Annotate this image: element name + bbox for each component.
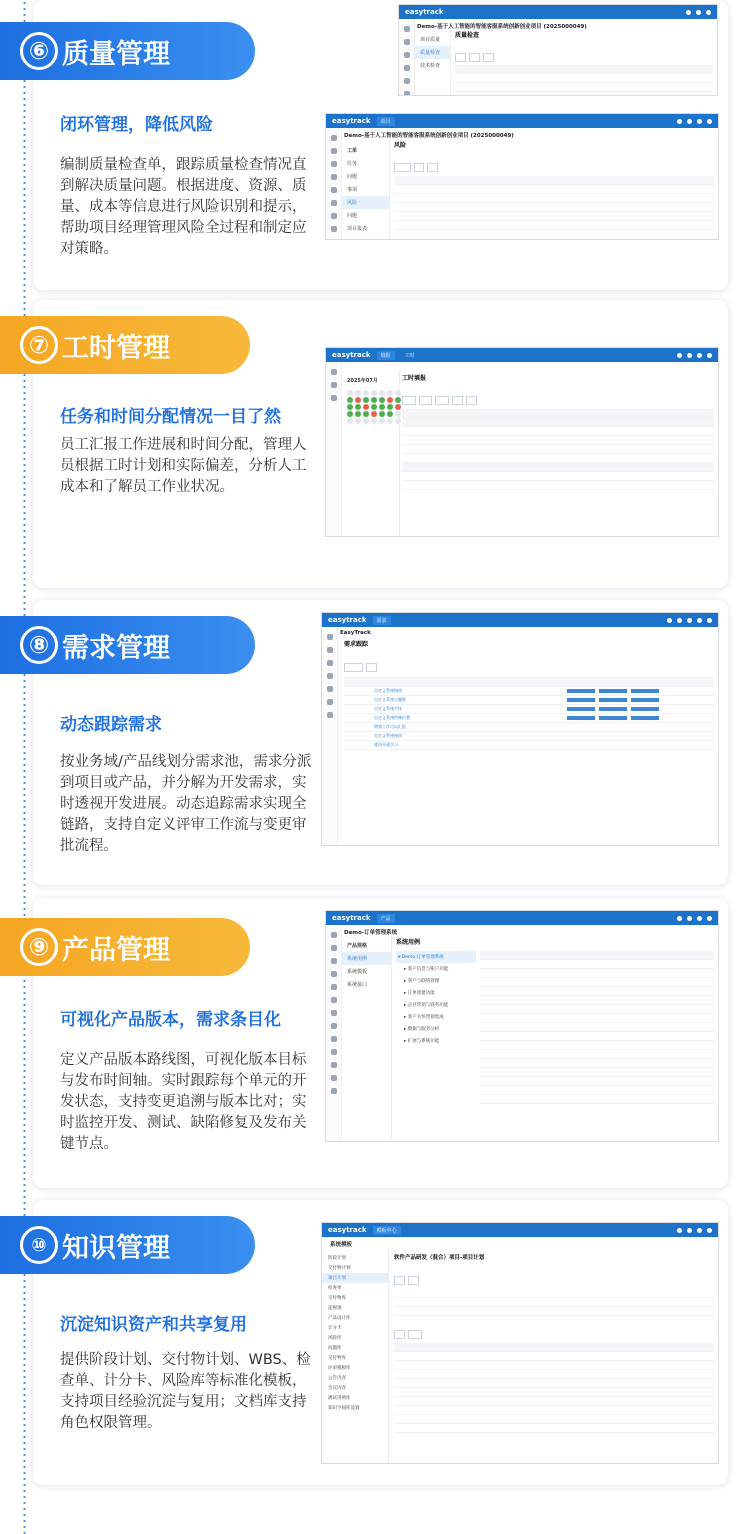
app-logo: easytrack (405, 8, 444, 16)
requirement-name[interactable]: 增强工作可以汇报 (374, 724, 406, 729)
app-logo: easytrack (328, 1226, 367, 1234)
requirement-name[interactable]: 自定义系统字体 (374, 706, 402, 711)
nav-tab[interactable]: 产品 (377, 914, 395, 923)
calendar-day[interactable] (379, 418, 385, 424)
progress-bar (567, 707, 595, 711)
sidebar-item[interactable]: 问题库 (328, 1346, 342, 1351)
table-row[interactable] (344, 705, 714, 714)
sidebar-item[interactable]: 项目计划 (322, 1273, 388, 1283)
calendar-day[interactable] (379, 404, 385, 410)
calendar-day[interactable] (347, 418, 353, 424)
sidebar-item[interactable]: 交付物计划 (328, 1266, 351, 1271)
calendar-day[interactable] (363, 404, 369, 410)
section-number: ⑩ (20, 1226, 58, 1264)
progress-bar (631, 707, 659, 711)
tree-node[interactable]: ▸ 数据与服务分析 (404, 1027, 440, 1032)
section-title: 工时管理 (62, 332, 170, 364)
progress-bar (631, 689, 659, 693)
side-nav (399, 19, 415, 95)
calendar-day[interactable] (387, 390, 393, 396)
calendar-day[interactable] (347, 404, 353, 410)
breadcrumb: Demo-基于人工智能的智能客服系统创新创业项目 (2025000049) (417, 24, 587, 30)
calendar-day[interactable] (395, 404, 401, 410)
breadcrumb: Demo-基于人工智能的智能客服系统创新创业项目 (2025000049) (344, 133, 514, 139)
screenshot-requirements (321, 612, 719, 846)
section-title-quality (0, 22, 255, 80)
nav-tab[interactable]: 需求 (373, 616, 391, 625)
breadcrumb: EasyTrack (340, 630, 371, 636)
requirement-name[interactable]: 自定义系统指南 (374, 733, 402, 738)
table-row[interactable] (344, 723, 714, 732)
sub-nav: 产品规格 系统用例 系统模板 系统接口 (341, 935, 392, 1141)
section-subtitle: 任务和时间分配情况一目了然 (60, 407, 281, 427)
requirement-name[interactable]: 自定义系统指南 (374, 688, 402, 693)
calendar-day[interactable] (355, 390, 361, 396)
calendar-day[interactable] (355, 411, 361, 417)
sidebar-item[interactable]: 公告内容 (328, 1376, 346, 1381)
breadcrumb: 系统模板 (330, 1242, 353, 1248)
screenshot-knowledge (321, 1222, 719, 1464)
main-area: 软件产品研发（混合）项目-项目计划 (394, 1245, 714, 1459)
nav-tab[interactable]: 模板中心 (373, 1226, 401, 1235)
main-area: 风险 (394, 136, 714, 235)
section-title: 质量管理 (62, 38, 170, 70)
tree-node[interactable]: ▾ Demo-订单管理系统 (396, 951, 476, 963)
sidebar-item[interactable]: 交付物库 (328, 1356, 346, 1361)
progress-bar (631, 716, 659, 720)
progress-bar (599, 716, 627, 720)
section-title: 知识管理 (62, 1232, 170, 1264)
tree-node[interactable]: ▸ 客户关怀营销集成 (404, 1015, 444, 1020)
section-subtitle: 闭环管理，降低风险 (60, 115, 213, 135)
app-logo: easytrack (332, 351, 371, 359)
sidebar-item[interactable]: 评审模板库 (328, 1366, 351, 1371)
sidebar-item[interactable]: 检查单 (328, 1286, 342, 1291)
table-row[interactable] (344, 687, 714, 696)
calendar-day[interactable] (387, 397, 393, 403)
calendar-day[interactable] (379, 390, 385, 396)
main-area: 工时填报 (402, 370, 714, 532)
tree-node[interactable]: ▸ 扩展与系统功能 (404, 1039, 440, 1044)
tree-node[interactable]: ▸ 订单创建功能 (404, 991, 435, 996)
tree-node[interactable]: ▸ 企业营销与商务功能 (404, 1003, 449, 1008)
breadcrumb: Demo-订单管理系统 (344, 930, 398, 936)
requirement-name[interactable]: 自定义系统特殊位置 (374, 715, 410, 720)
main-area: 系统用例 ▾ Demo-订单管理系统 ▸ 客户信息与账户功能 ▸ 客户与联络管理 ▸ 订单创建功能 ▸ 企业营销与商务功能 ▸ 客户关怀营销集成 ▸ 数据与服务分析 ▸ 扩展与系统功能 (396, 933, 714, 1137)
calendar-day[interactable] (347, 390, 353, 396)
sidebar-item[interactable]: 计分卡 (328, 1326, 342, 1331)
section-number: ⑦ (20, 326, 58, 364)
tree-node[interactable]: ▸ 客户信息与账户功能 (404, 967, 449, 972)
nav-tab[interactable]: 项目 (377, 117, 395, 126)
calendar-day[interactable] (371, 411, 377, 417)
table-row[interactable] (344, 696, 714, 705)
nav-tab[interactable]: 工时 (404, 352, 415, 359)
calendar-day[interactable] (379, 411, 385, 417)
calendar-day[interactable] (387, 404, 393, 410)
screenshot-risk (325, 113, 719, 240)
table-row[interactable] (344, 732, 714, 741)
section-title: 需求管理 (62, 632, 170, 664)
section-desc: 员工汇报工作进展和时间分配，管理人员根据工时计划和实际偏差，分析人工成本和了解员工作业状况。 (60, 437, 307, 495)
calendar-day[interactable] (371, 397, 377, 403)
sidebar-item[interactable]: 风险库 (328, 1336, 342, 1341)
app-logo: easytrack (332, 914, 371, 922)
section-title-knowledge (0, 1216, 255, 1274)
side-nav (326, 128, 342, 239)
requirement-name[interactable]: 使用开通学习 (374, 742, 398, 747)
main-area: 需求跟踪 自定义系统指南 自定义系统主题数 自定义系统字体 自定义系统特殊位置 增强工作可以汇报 自定义系统指南 使用开通学习 (344, 635, 714, 841)
calendar-day[interactable] (363, 397, 369, 403)
app-logo: easytrack (332, 117, 371, 125)
tree-node[interactable]: ▸ 客户与联络管理 (404, 979, 440, 984)
section-title-timesheet (0, 316, 250, 374)
section-desc: 编制质量检查单，跟踪质量检查情况直到解决质量问题。根据进度、资源、质量、成本等信息进行风险识别和提示，帮助项目经理管理风险全过程和制定应对策略。 (60, 157, 307, 257)
calendar-day[interactable] (347, 411, 353, 417)
section-number: ⑨ (20, 928, 58, 966)
calendar-day[interactable] (371, 404, 377, 410)
progress-bar (567, 716, 595, 720)
calendar-day[interactable] (387, 411, 393, 417)
calendar-day[interactable] (363, 411, 369, 417)
side-nav (322, 627, 338, 845)
progress-bar (599, 698, 627, 702)
calendar-day[interactable] (395, 397, 401, 403)
sidebar-item[interactable]: 会议内容 (328, 1386, 346, 1391)
side-nav (326, 925, 342, 1141)
screenshot-quality-check (398, 4, 718, 96)
calendar-day[interactable] (395, 411, 401, 417)
section-subtitle: 沉淀知识资产和共享复用 (60, 1315, 247, 1335)
calendar-day[interactable] (355, 397, 361, 403)
calendar-day[interactable] (363, 390, 369, 396)
timeline-dots (23, 0, 26, 1534)
section-number: ⑥ (20, 32, 58, 70)
table-row[interactable] (344, 714, 714, 723)
calendar-day[interactable] (347, 397, 353, 403)
nav-tab[interactable]: 填报 (377, 351, 395, 360)
sidebar-item[interactable]: 测试用例库 (328, 1396, 351, 1401)
calendar-day[interactable] (355, 418, 361, 424)
screenshot-product (325, 910, 719, 1142)
calendar-day[interactable] (371, 390, 377, 396)
calendar-day[interactable] (379, 397, 385, 403)
sidebar-item[interactable]: 违规项 (328, 1306, 342, 1311)
section-title-product (0, 918, 250, 976)
sidebar-item[interactable]: 交付物库 (328, 1296, 346, 1301)
sidebar-item[interactable]: 产品设计库 (328, 1316, 351, 1321)
calendar-panel: 2025年07月 (341, 370, 400, 536)
section-subtitle: 可视化产品版本，需求条目化 (60, 1010, 281, 1030)
calendar-day[interactable] (387, 418, 393, 424)
sidebar-item[interactable]: 知识空间库设置 (328, 1406, 360, 1411)
requirement-name[interactable]: 自定义系统主题数 (374, 697, 406, 702)
main-area: 质量检查 (455, 27, 713, 91)
section-title: 产品管理 (62, 934, 170, 966)
calendar-day[interactable] (363, 418, 369, 424)
section-desc: 提供阶段计划、交付物计划、WBS、检查单、计分卡、风险库等标准化模板，支持项目经验沉淀与复用；文档库支持角色权限管理。 (60, 1352, 311, 1431)
section-desc: 按业务域/产品线划分需求池，需求分派到项目或产品，并分解为开发需求，实时透视开发进展。动态追踪需求实现全链路，支持自定义评审工作流与变更审批流程。 (60, 754, 312, 854)
table-row[interactable] (344, 741, 714, 750)
screenshot-timesheet (325, 347, 719, 537)
progress-bar (567, 698, 595, 702)
sub-nav (322, 1249, 389, 1463)
sub-nav: 项目质量 质量检查 技术检查 (414, 29, 451, 95)
progress-bar (567, 689, 595, 693)
section-desc: 定义产品版本路线图，可视化版本目标与发布时间轴。实时跟踪每个单元的开发状态，支持变更追溯与版本比对；实时监控开发、测试、缺陷修复及发布关键节点。 (60, 1052, 307, 1152)
calendar-day[interactable] (395, 390, 401, 396)
calendar-day[interactable] (355, 404, 361, 410)
section-title-requirements (0, 616, 255, 674)
progress-bar (599, 689, 627, 693)
side-nav (326, 362, 342, 536)
calendar-day[interactable] (371, 418, 377, 424)
section-subtitle: 动态跟踪需求 (60, 715, 162, 735)
sidebar-item[interactable]: 阶段计划 (328, 1256, 346, 1261)
sub-nav: 工单 任务 问题 事项 风险 问题 项目报表 (341, 140, 390, 239)
progress-bar (599, 707, 627, 711)
progress-bar (631, 698, 659, 702)
section-number: ⑧ (20, 626, 58, 664)
calendar-day[interactable] (395, 418, 401, 424)
app-logo: easytrack (328, 616, 367, 624)
